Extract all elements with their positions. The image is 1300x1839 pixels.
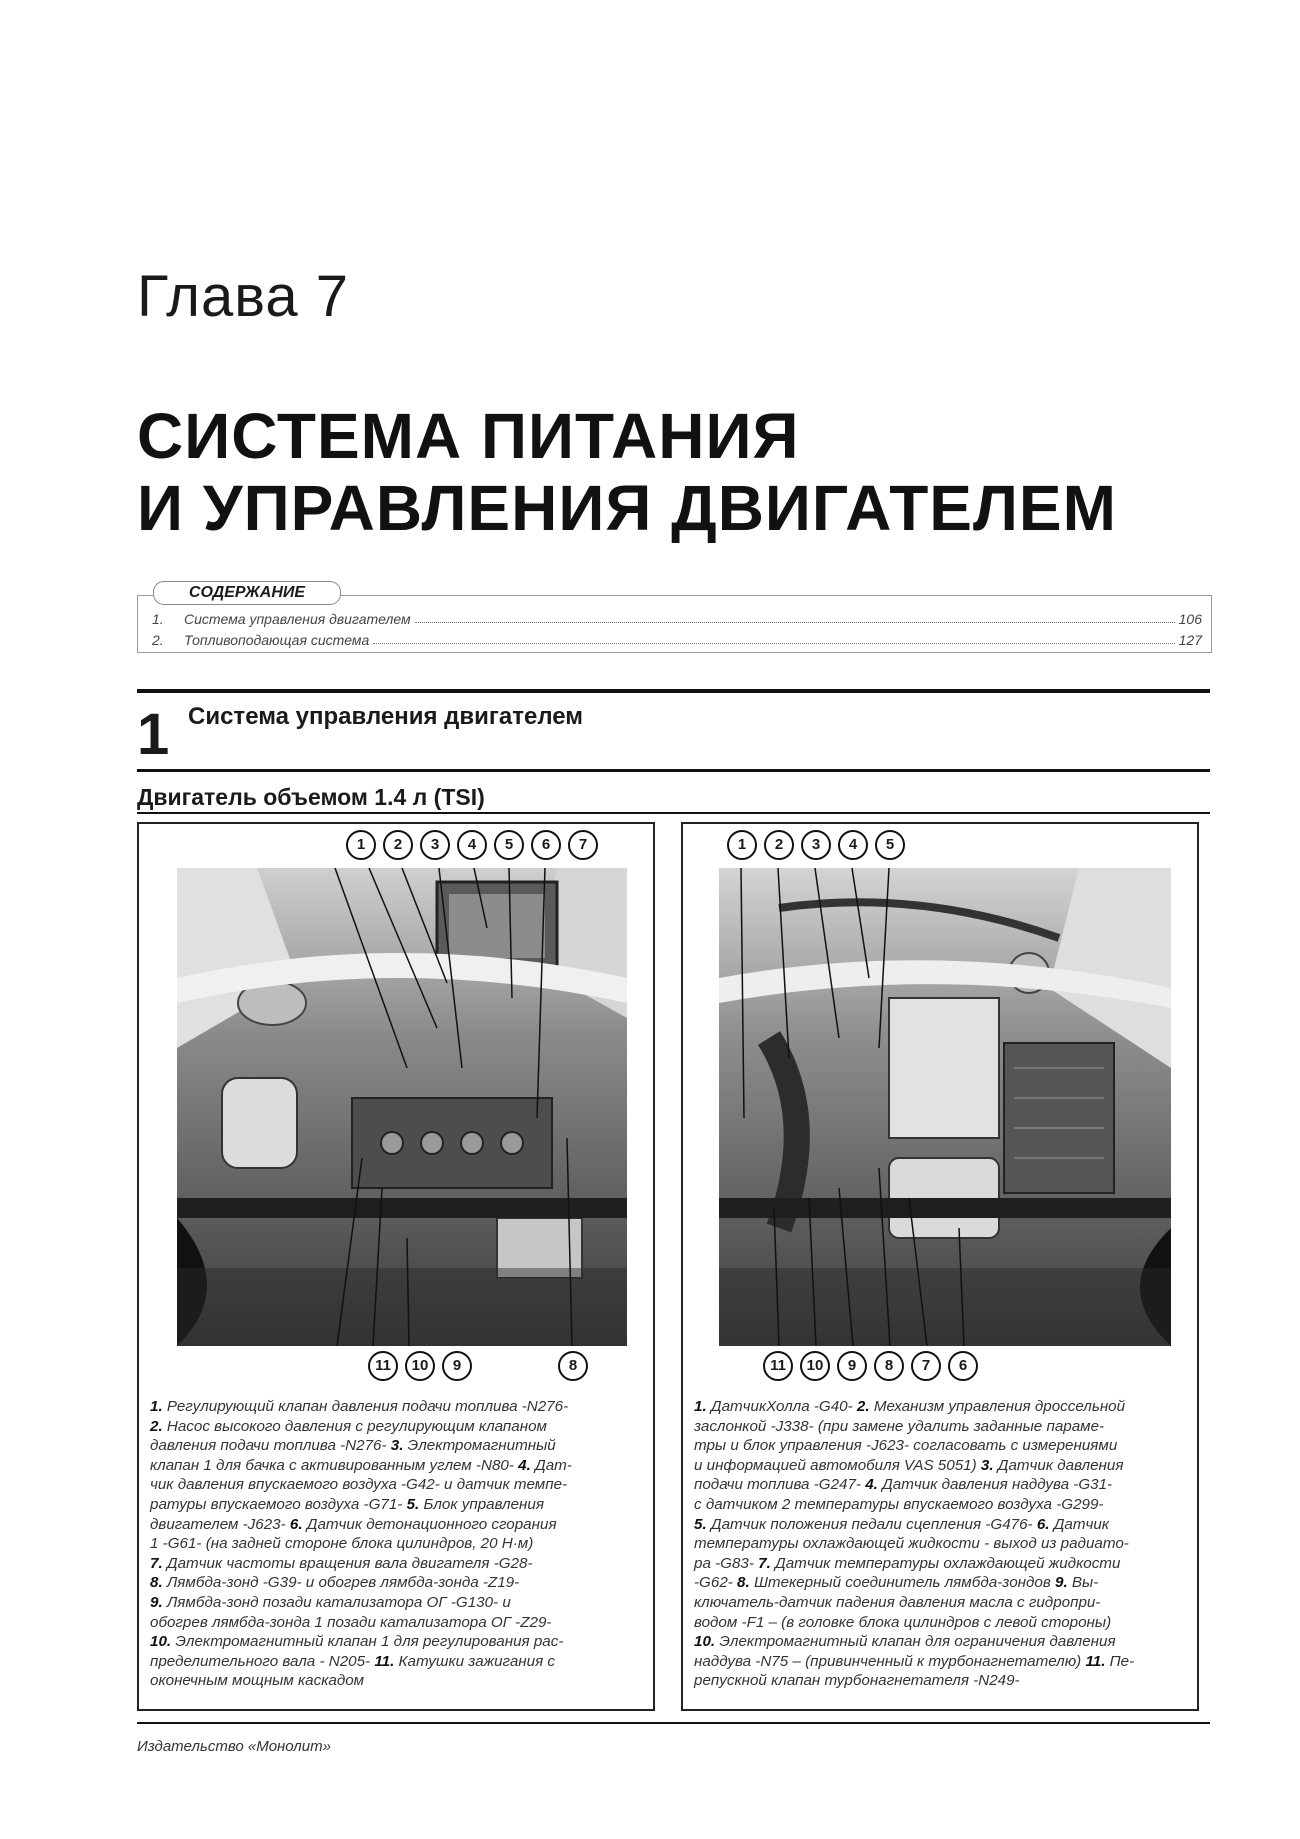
caption-line [150, 1397, 638, 1417]
caption-text: пределительного вала - N205- [150, 1652, 375, 1670]
footer-rule [137, 1722, 1210, 1724]
toc-item-page: 127 [1178, 632, 1202, 648]
caption-line [150, 1652, 638, 1672]
callout-marker: 9 [837, 1351, 867, 1381]
caption-item-number: 5. [694, 1515, 711, 1533]
caption-text: Лямбда-зонд позади катализатора ОГ -G130- и [166, 1593, 511, 1611]
caption-text: Датчик температуры охлаждающей жидкости [775, 1554, 1121, 1572]
caption-text: Блок управления [423, 1495, 544, 1513]
caption-item-number: 6. [1036, 1515, 1054, 1533]
callout-marker: 2 [383, 830, 413, 860]
caption-item-number: 10. [694, 1633, 720, 1651]
right-figure-caption [694, 1397, 1182, 1691]
subsection-rule [137, 769, 1210, 772]
callout-marker: 10 [405, 1351, 435, 1381]
caption-text: Датчик [1053, 1515, 1109, 1533]
callout-marker: 5 [494, 830, 524, 860]
callout-marker: 1 [346, 830, 376, 860]
toc-item[interactable] [152, 630, 1202, 648]
callout-marker: 4 [457, 830, 487, 860]
engine-bay-illustration-left [177, 868, 627, 1346]
caption-line [150, 1436, 638, 1456]
caption-line [694, 1534, 1182, 1554]
callout-marker: 8 [558, 1351, 588, 1381]
callout-marker: 3 [801, 830, 831, 860]
caption-line [694, 1495, 1182, 1515]
caption-item-number: 3. [390, 1437, 408, 1455]
caption-item-number: 7. [758, 1554, 776, 1572]
caption-text: Датчик положения педали сцепления -G476- [710, 1515, 1037, 1533]
caption-item-number: 11. [374, 1652, 399, 1670]
caption-item-number: 2. [150, 1417, 167, 1435]
caption-line [694, 1417, 1182, 1437]
caption-text: Насос высокого давления с регулирующим клапаном [166, 1417, 547, 1435]
caption-line [150, 1417, 638, 1437]
caption-text: -G62- [694, 1574, 738, 1592]
callout-marker: 2 [764, 830, 794, 860]
callout-marker: 3 [420, 830, 450, 860]
caption-item-number: 11. [1085, 1652, 1110, 1670]
caption-item-number: 10. [150, 1633, 176, 1651]
caption-text: Пе- [1109, 1652, 1135, 1670]
caption-text: тры и блок управления -J623- согласовать с измерениями [694, 1437, 1118, 1455]
chapter-title-line-1: СИСТЕМА ПИТАНИЯ [137, 400, 800, 472]
subsection-underline [137, 812, 1210, 814]
caption-text: давления подачи топлива -N276- [150, 1437, 391, 1455]
section-number: 1 [137, 702, 170, 767]
caption-text: Механизм управления дроссельной [873, 1398, 1126, 1415]
caption-line [150, 1573, 638, 1593]
caption-item-number: 4. [518, 1456, 536, 1474]
callout-marker: 6 [948, 1351, 978, 1381]
caption-line [694, 1613, 1182, 1633]
caption-line [694, 1475, 1182, 1495]
section-rule [137, 689, 1210, 693]
caption-text: ратуры впускаемого воздуха -G71- [150, 1495, 407, 1513]
caption-text: двигателем -J623- [150, 1515, 290, 1533]
caption-text: обогрев лямбда-зонда 1 позади катализатора ОГ -Z29- [150, 1613, 552, 1631]
caption-item-number: 1. [694, 1398, 711, 1415]
callout-marker: 4 [838, 830, 868, 860]
caption-text: и информацией автомобиля VAS 5051) [694, 1456, 981, 1474]
caption-item-number: 8. [150, 1574, 167, 1592]
callout-marker: 9 [442, 1351, 472, 1381]
caption-line [150, 1593, 638, 1613]
toc-item-number: 1. [152, 611, 164, 627]
caption-item-number: 9. [150, 1593, 167, 1611]
caption-text: температуры охлаждающей жидкости - выход из радиато- [694, 1535, 1129, 1553]
caption-text: репускной клапан турбонагнетателя -N249- [694, 1672, 1020, 1690]
callout-marker: 6 [531, 830, 561, 860]
chapter-title-line-2: И УПРАВЛЕНИЯ ДВИГАТЕЛЕМ [137, 472, 1117, 544]
caption-text: Дат- [535, 1456, 572, 1474]
callout-marker: 10 [800, 1351, 830, 1381]
caption-text: Датчик давления [997, 1456, 1124, 1474]
chapter-title [137, 400, 1117, 544]
caption-item-number: 5. [406, 1495, 424, 1513]
caption-text: Катушки зажигания с [398, 1652, 556, 1670]
caption-text: Электромагнитный клапан 1 для регулирования рас- [175, 1633, 564, 1651]
caption-line [694, 1593, 1182, 1613]
callout-marker: 8 [874, 1351, 904, 1381]
callout-marker: 5 [875, 830, 905, 860]
callout-marker: 11 [763, 1351, 793, 1381]
caption-item-number: 6. [289, 1515, 307, 1533]
caption-text: Датчик частоты вращения вала двигателя -G28- [166, 1554, 533, 1572]
caption-text: оконечным мощным каскадом [150, 1672, 365, 1690]
caption-line [150, 1613, 638, 1633]
caption-line [694, 1515, 1182, 1535]
caption-text: с датчиком 2 температуры впускаемого воздуха -G299- [694, 1495, 1104, 1513]
caption-item-number: 9. [1055, 1574, 1072, 1592]
caption-text: Датчик давления наддува -G31- [882, 1476, 1113, 1494]
caption-text: заслонкой -J338- (при замене удалить заданные параме- [694, 1417, 1105, 1435]
caption-text: Регулирующий клапан давления подачи топлива -N276- [166, 1398, 569, 1415]
caption-text: Штекерный соединитель лямбда-зондов [753, 1574, 1055, 1592]
caption-text: ключатель-датчик падения давления масла с гидропри- [694, 1593, 1101, 1611]
engine-bay-illustration-right [719, 868, 1171, 1346]
caption-text: Лямбда-зонд -G39- и обогрев лямбда-зонда -Z19- [166, 1574, 520, 1592]
engine-bay-photo-right [719, 868, 1171, 1346]
caption-line [150, 1456, 638, 1476]
callout-marker: 11 [368, 1351, 398, 1381]
caption-text: Электромагнитный клапан для ограничения давления [719, 1633, 1116, 1651]
caption-line [694, 1397, 1182, 1417]
caption-text: 1 -G61- (на задней стороне блока цилиндров, 20 Н·м) [150, 1535, 534, 1553]
caption-text: чик давления впускаемого воздуха -G42- и датчик темпе- [150, 1476, 568, 1494]
caption-item-number: 3. [980, 1456, 998, 1474]
section-title: Система управления двигателем [188, 703, 584, 730]
caption-item-number: 8. [737, 1574, 754, 1592]
caption-line [694, 1456, 1182, 1476]
toc-label: СОДЕРЖАНИЕ [153, 581, 341, 605]
toc-item-text: Система управления двигателем [184, 611, 411, 627]
caption-line [694, 1573, 1182, 1593]
caption-line [150, 1534, 638, 1554]
caption-line [694, 1671, 1182, 1691]
caption-text: Электромагнитный [407, 1437, 556, 1455]
toc-item-page: 106 [1178, 611, 1202, 627]
toc-item-number: 2. [152, 632, 164, 648]
toc-leader-dots [415, 622, 1175, 623]
toc-leader-dots [373, 643, 1174, 644]
caption-item-number: 1. [150, 1398, 167, 1415]
caption-line [694, 1554, 1182, 1574]
caption-text: Вы- [1071, 1574, 1099, 1592]
caption-line [150, 1475, 638, 1495]
caption-line [694, 1436, 1182, 1456]
left-figure-caption [150, 1397, 638, 1691]
toc-item-text: Топливоподающая система [184, 632, 370, 648]
caption-line [150, 1632, 638, 1652]
toc-item[interactable] [152, 609, 1202, 627]
caption-item-number: 4. [865, 1476, 883, 1494]
caption-item-number: 7. [150, 1554, 167, 1572]
caption-text: клапан 1 для бачка с активированным углем -N80- [150, 1456, 519, 1474]
chapter-heading: Глава 7 [137, 264, 350, 329]
caption-text: ДатчикХолла -G40- [710, 1398, 857, 1415]
caption-line [150, 1671, 638, 1691]
caption-line [694, 1652, 1182, 1672]
subsection-title: Двигатель объемом 1.4 л (TSI) [137, 784, 485, 810]
caption-line [150, 1554, 638, 1574]
caption-line [694, 1632, 1182, 1652]
engine-bay-photo-left [177, 868, 627, 1346]
caption-text: наддува -N75 – (привинченный к турбонагнетателю) [694, 1652, 1086, 1670]
caption-text: водом -F1 – (в головке блока цилиндров с левой стороны) [694, 1613, 1112, 1631]
caption-text: подачи топлива -G247- [694, 1476, 866, 1494]
publisher-footer: Издательство «Монолит» [137, 1738, 331, 1755]
caption-item-number: 2. [856, 1398, 874, 1415]
caption-text: ра -G83- [694, 1554, 759, 1572]
callout-marker: 7 [568, 830, 598, 860]
caption-text: Датчик детонационного сгорания [306, 1515, 557, 1533]
callout-marker: 1 [727, 830, 757, 860]
caption-line [150, 1515, 638, 1535]
callout-marker: 7 [911, 1351, 941, 1381]
caption-line [150, 1495, 638, 1515]
